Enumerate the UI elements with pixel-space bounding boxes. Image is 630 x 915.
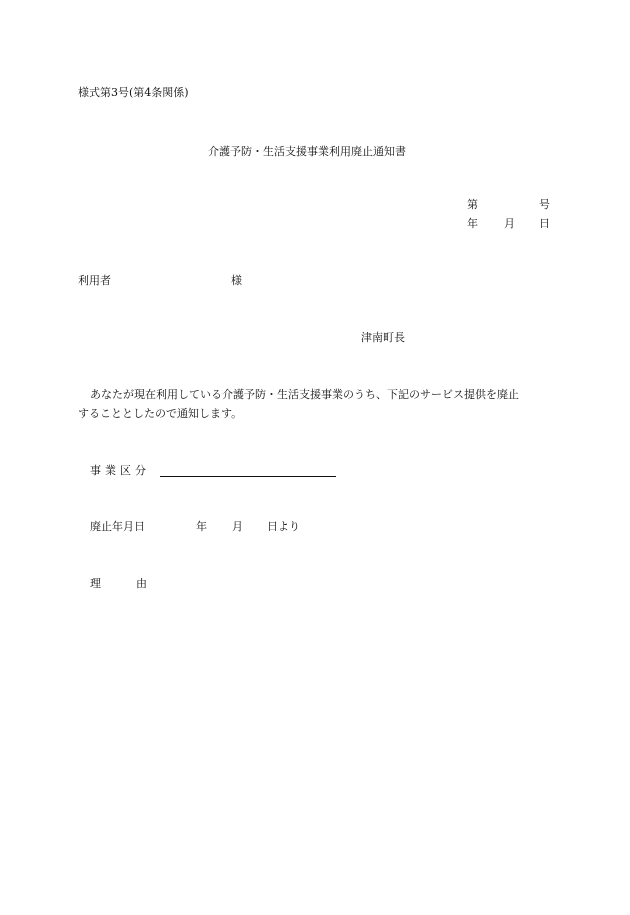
date-day: 日	[539, 217, 550, 230]
reason-label-2: 由	[136, 577, 147, 590]
recipient-label: 利用者	[78, 274, 111, 287]
recipient-sama: 様	[231, 274, 242, 287]
issuer: 津南町長	[361, 331, 405, 344]
doc-number-dai: 第	[467, 198, 478, 211]
date-month: 月	[504, 217, 515, 230]
discontinue-day-from: 日より	[267, 520, 300, 533]
reason-label-1: 理	[90, 577, 101, 590]
discontinue-date-label: 廃止年月日	[90, 520, 145, 533]
body-text-line1: あなたが現在利用している介護予防・生活支援事業のうち、下記のサービス提供を廃止	[90, 388, 519, 401]
doc-number-go: 号	[539, 198, 550, 211]
form-number: 様式第3号(第4条関係)	[78, 86, 189, 99]
business-category-line	[160, 476, 336, 477]
discontinue-year: 年	[196, 520, 207, 533]
document-title: 介護予防・生活支援事業利用廃止通知書	[208, 145, 406, 158]
body-text-line2: することとしたので通知します。	[78, 407, 243, 420]
date-year: 年	[467, 217, 478, 230]
discontinue-month: 月	[232, 520, 243, 533]
business-category-label: 事業区分	[90, 464, 150, 477]
